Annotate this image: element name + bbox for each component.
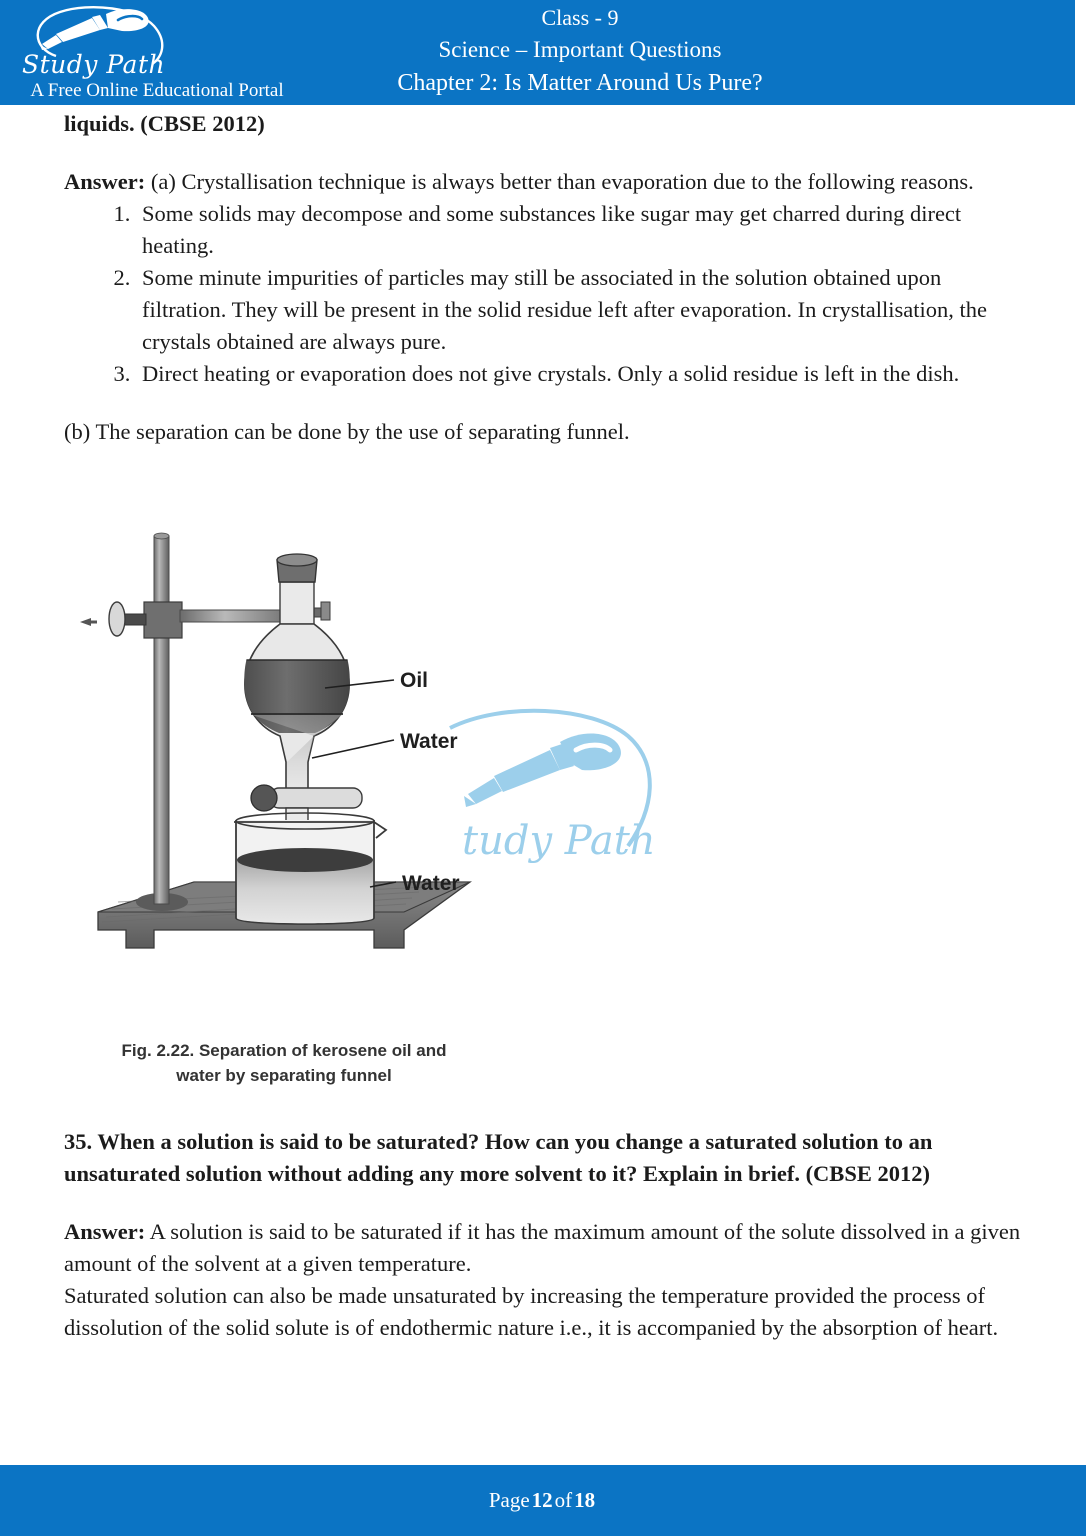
list-item: 2. Some minute impurities of particles may still be associated in the solution obtained upon filtration. They will be present in the solid residue left after evaporation. In crystallisation, the crystals obtained are always pure. [136, 262, 1024, 358]
label-water-beaker: Water [402, 872, 460, 895]
separating-funnel [244, 554, 362, 866]
answer-35-text-1: A solution is said to be saturated if it has the maximum amount of the solute dissolved in a given amount of the solvent at a given temperature. [64, 1219, 1021, 1276]
logo-tagline: A Free Online Educational Portal [30, 80, 284, 101]
continued-question-line: liquids. (CBSE 2012) [64, 111, 265, 136]
list-item: 1. Some solids may decompose and some substances like sugar may get charred during direct heating. [136, 198, 1024, 262]
page-header [0, 0, 1075, 105]
footer-page-prefix: Page [488, 1488, 530, 1512]
retort-stand-rod [136, 533, 188, 911]
beaker [234, 813, 386, 924]
document-body-lower [64, 1126, 1024, 1344]
watermark-text: tudy Path [462, 818, 656, 864]
figure-caption-line-2: water by separating funnel [176, 1066, 392, 1085]
figure-caption [74, 1038, 494, 1088]
reasons-list [64, 198, 1024, 390]
page-footer [0, 1465, 1086, 1536]
separating-funnel-diagram [74, 530, 494, 1035]
footer-page-middle: of [554, 1488, 573, 1512]
footer-total-pages: 18 [574, 1488, 596, 1512]
answer-34-paragraph [64, 166, 1024, 198]
header-class-line: Class - 9 [541, 5, 619, 30]
list-item: 3. Direct heating or evaporation does not give crystals. Only a solid residue is left in the dish. [136, 358, 1024, 390]
logo-wordmark: Study Path [22, 50, 166, 79]
answer-35-paragraph-1 [64, 1216, 1024, 1280]
label-water-funnel: Water [400, 730, 458, 753]
label-oil: Oil [400, 669, 429, 692]
document-body [64, 108, 1024, 448]
answer-34-text: (a) Crystallisation technique is always better than evaporation due to the following reasons. [145, 169, 974, 194]
site-logo [8, 2, 308, 104]
header-chapter-line: Chapter 2: Is Matter Around Us Pure? [397, 70, 763, 96]
figure-caption-line-1: Fig. 2.22. Separation of kerosene oil and [121, 1041, 447, 1060]
header-subject-line: Science – Important Questions [438, 37, 722, 62]
answer-label: Answer: [64, 169, 146, 194]
question-35: 35. When a solution is said to be saturated? How can you change a saturated solution to an unsaturated solution without adding any more solvent to it? Explain in brief. (CBSE 2012) [64, 1129, 933, 1186]
answer-34-part-b: (b) The separation can be done by the use of separating funnel. [64, 419, 630, 444]
separating-funnel-figure [74, 530, 494, 1095]
answer-35-paragraph-2: Saturated solution can also be made unsaturated by increasing the temperature provided the process of dissolution of the solid solute is of endothermic nature i.e., it is accompanied by the absorption of heart. [64, 1283, 999, 1340]
footer-current-page: 12 [531, 1488, 553, 1512]
answer-label: Answer: [64, 1219, 146, 1244]
header-title-group [300, 2, 860, 100]
left-arrow-marker [80, 618, 97, 626]
